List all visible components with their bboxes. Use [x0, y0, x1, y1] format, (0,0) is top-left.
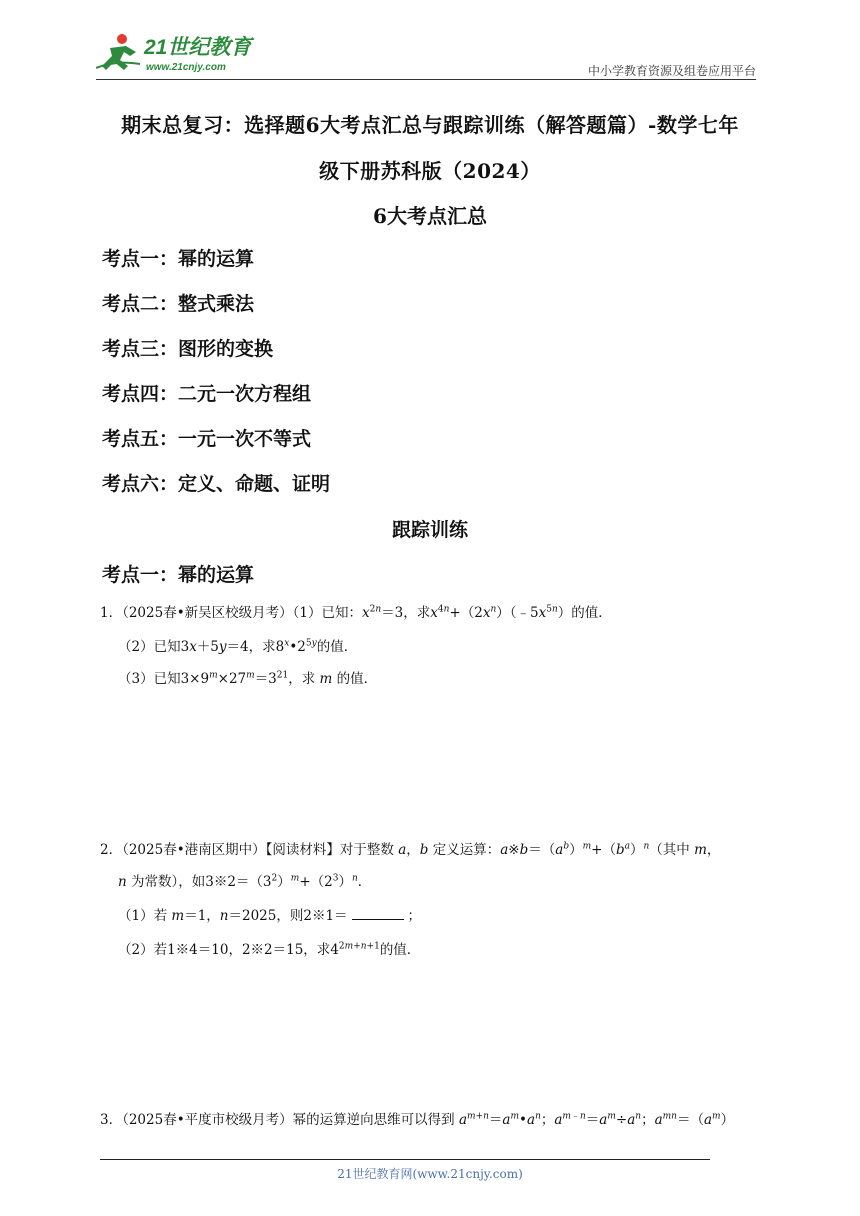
question-1-part-2: （2）已知3x＋5y＝4，求$8^x•2^{5y}$的值． — [118, 638, 358, 655]
logo — [96, 30, 266, 76]
footer-link[interactable]: 21世纪教育网(www.21cnjy.com) — [337, 1167, 523, 1181]
section-heading-summary: 6大考点汇总 — [373, 204, 487, 228]
kaodian-item: 考点六：定义、命题、证明 — [102, 473, 331, 495]
header-divider — [96, 79, 756, 80]
question-2-part-1: （1）若 m＝1，n＝2025，则2※1＝ ； — [118, 908, 422, 924]
title-line-1: 期末总复习：选择题6大考点汇总与跟踪训练（解答题篇）-数学七年 — [121, 113, 739, 137]
kaodian-item: 考点一：幂的运算 — [102, 248, 255, 270]
question-2-part-2: （2）若1※4＝10，2※2＝15，求$4^{2m+n+1}$的值． — [118, 941, 421, 958]
svg-text:www.21cnjy.com: www.21cnjy.com — [146, 62, 226, 73]
kaodian-item: 考点四：二元一次方程组 — [102, 383, 312, 405]
practice-kaodian-heading: 考点一：幂的运算 — [102, 564, 255, 586]
svg-text:21世纪教育: 21世纪教育 — [144, 36, 252, 59]
section-heading-practice: 跟踪训练 — [391, 519, 468, 541]
kaodian-item: 考点二：整式乘法 — [102, 293, 255, 315]
page-header — [96, 30, 756, 78]
kaodian-item: 考点三：图形的变换 — [102, 338, 274, 360]
question-2-line-1: 2．（2025春•港南区期中）【阅读材料】对于整数 a，b 定义运算：$a※b=(a^b)^m+(b^a)^n$（其中 m， — [100, 841, 721, 858]
question-3-line-1: 3．（2025春•平度市校级月考）幂的运算逆向思维可以得到 $a^{m+n}=a^m•a^n$；$a^{m﹣n}=a^m\div a^n$；$a^{mn}=(a^m)$ — [100, 1111, 735, 1128]
kaodian-item: 考点五：一元一次不等式 — [102, 428, 312, 450]
header-platform-text: 中小学教育资源及组卷应用平台 — [587, 64, 756, 78]
answer-blank[interactable] — [352, 919, 404, 920]
question-1-line-1: 1．（2025春•新吴区校级月考）（1）已知：$x^{2n}=3$，求$x^{4n}+(2x^n)(﹣5x^{5n})$的值． — [100, 604, 612, 621]
page-title — [96, 102, 764, 194]
question-1-part-3: （3）已知$3\times 9^m\times 27^m=3^{21}$，求 m 的值． — [118, 670, 378, 687]
footer-divider — [100, 1159, 710, 1160]
title-line-2: 级下册苏科版（2024） — [319, 159, 541, 183]
question-2-line-2: n 为常数），如$3※2=(3^2)^m+(2^3)^n$． — [118, 873, 372, 890]
